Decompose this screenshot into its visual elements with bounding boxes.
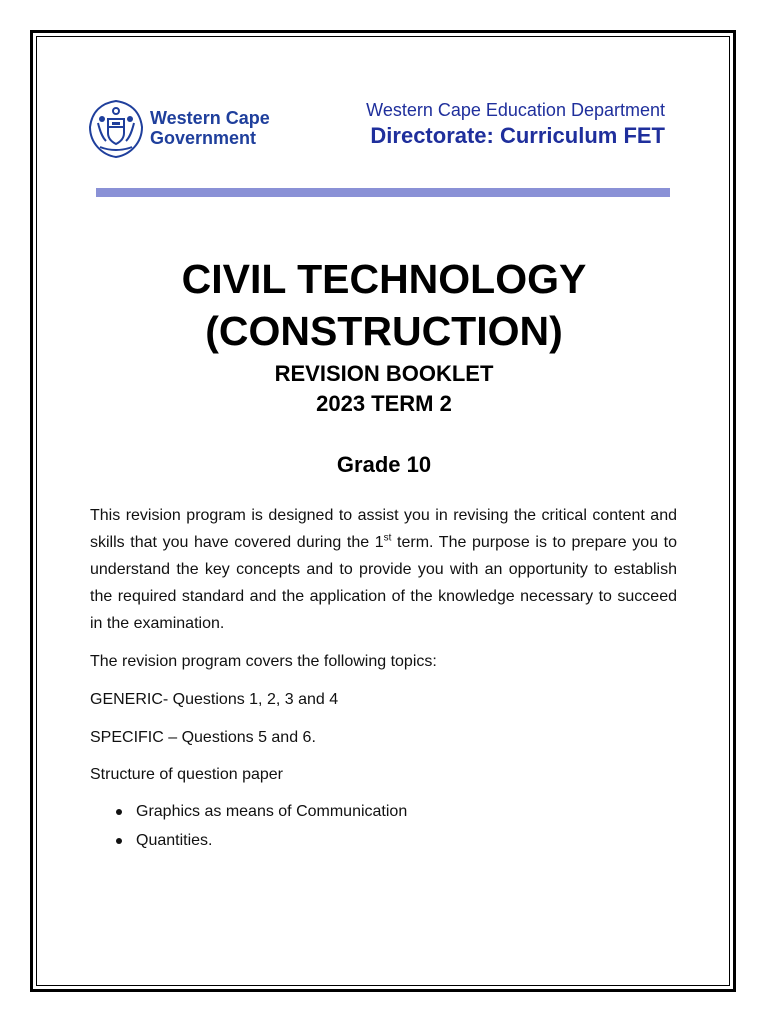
topics-intro: The revision program covers the following topics: (90, 653, 437, 670)
intro-text-part1: This revision program is designed to assist you in revising the critical content and skills that you have covered during the 1 (90, 507, 677, 551)
generic-topics: GENERIC- Questions 1, 2, 3 and 4 (90, 691, 339, 708)
directorate-name: Directorate: Curriculum FET (370, 123, 665, 148)
structure-heading: Structure of question paper (90, 766, 284, 783)
intro-paragraph (90, 502, 677, 637)
header-divider (96, 188, 670, 197)
booklet-title: REVISION BOOKLET (274, 361, 494, 386)
bullet-icon (116, 809, 122, 815)
government-name-line2: Government (150, 128, 257, 148)
structure-list (114, 802, 407, 860)
subject-title-line1: CIVIL TECHNOLOGY (181, 256, 587, 302)
bullet-icon (116, 838, 122, 844)
subject-title-line2: (CONSTRUCTION) (205, 308, 563, 354)
government-name-line1: Western Cape (150, 108, 270, 128)
intro-text-part2: term. The purpose is to prepare you to understand the key concepts and to provide you with an opportunity to establish the required standard and the application of the knowledge necessary to succeed in the examination. (90, 534, 678, 632)
intro-superscript: st (383, 532, 392, 544)
list-item-text: Graphics as means of Communication (136, 803, 408, 820)
grade-title: Grade 10 (336, 452, 432, 477)
coat-of-arms-logo (84, 97, 148, 161)
government-name (150, 108, 270, 148)
department-block (366, 99, 665, 151)
term-title: 2023 TERM 2 (316, 391, 452, 416)
specific-topics: SPECIFIC – Questions 5 and 6. (90, 729, 316, 746)
list-item (114, 831, 407, 851)
department-name: Western Cape Education Department (366, 100, 665, 120)
list-item-text: Quantities. (136, 832, 213, 849)
list-item (114, 802, 407, 822)
